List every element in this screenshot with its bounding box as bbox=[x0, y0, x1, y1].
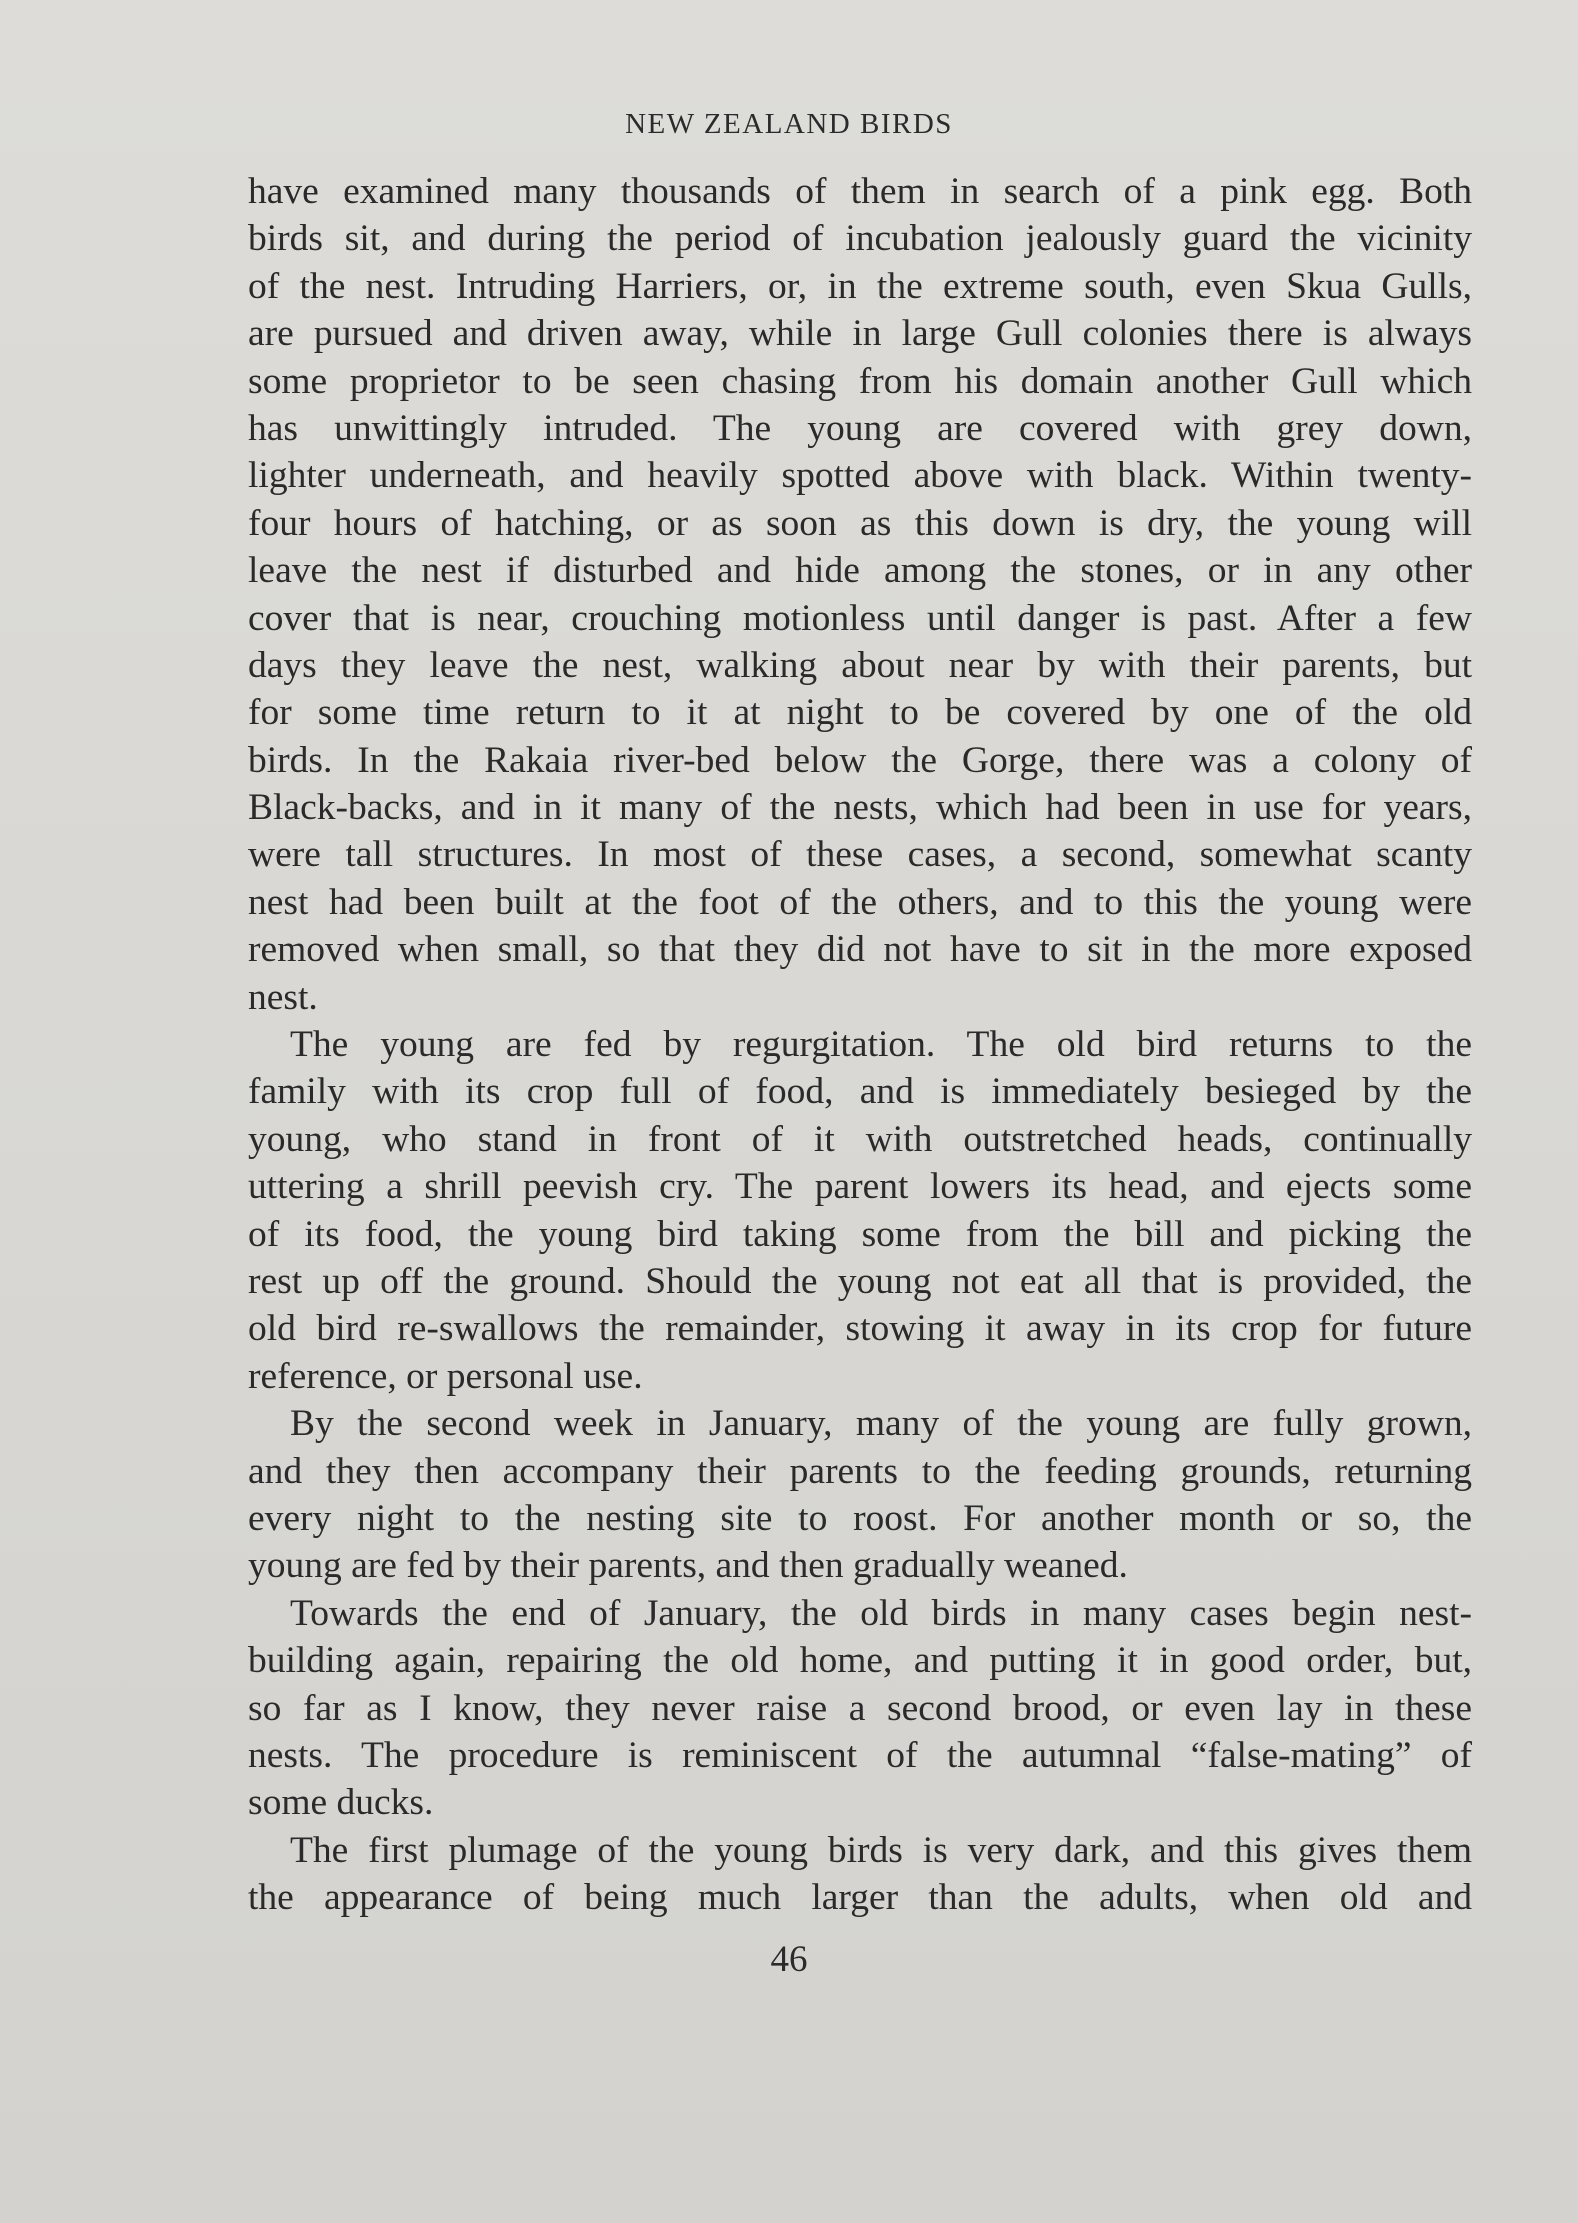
text-line: old bird re-swallows the remainder, stowing it away in its crop for future bbox=[248, 1308, 1472, 1350]
text-line: of the nest. Intruding Harriers, or, in the extreme south, even Skua Gulls, bbox=[248, 265, 1472, 307]
text-line: removed when small, so that they did not have to sit in the more exposed bbox=[248, 929, 1472, 971]
page-number: 46 bbox=[770, 1939, 808, 1980]
text-line: every night to the nesting site to roost. For another month or so, the bbox=[248, 1497, 1472, 1539]
text-line: The young are fed by regurgitation. The old bird returns to the bbox=[290, 1024, 1472, 1066]
text-line: some ducks. bbox=[248, 1782, 434, 1824]
text-line: and they then accompany their parents to the feeding grounds, returning bbox=[248, 1450, 1472, 1492]
text-line: rest up off the ground. Should the young not eat all that is provided, the bbox=[248, 1260, 1472, 1302]
text-line: cover that is near, crouching motionless until danger is past. After a few bbox=[248, 597, 1472, 639]
body-text bbox=[248, 168, 1472, 1921]
text-line: nest had been built at the foot of the others, and to this the young were bbox=[248, 881, 1472, 923]
text-line: so far as I know, they never raise a second brood, or even lay in these bbox=[248, 1687, 1472, 1729]
text-line: uttering a shrill peevish cry. The parent lowers its head, and ejects some bbox=[248, 1166, 1472, 1208]
text-line: family with its crop full of food, and is immediately besieged by the bbox=[248, 1071, 1472, 1113]
text-line: of its food, the young bird taking some from the bill and picking the bbox=[248, 1213, 1472, 1255]
text-line: some proprietor to be seen chasing from his domain another Gull which bbox=[248, 360, 1472, 402]
text-line: Towards the end of January, the old birds in many cases begin nest- bbox=[290, 1592, 1472, 1634]
text-line: has unwittingly intruded. The young are covered with grey down, bbox=[248, 407, 1472, 449]
text-line: for some time return to it at night to be covered by one of the old bbox=[248, 692, 1472, 734]
text-line: young, who stand in front of it with outstretched heads, continually bbox=[248, 1118, 1472, 1160]
text-line: nest. bbox=[248, 976, 318, 1018]
text-line: the appearance of being much larger than the adults, when old and bbox=[248, 1877, 1472, 1919]
text-line: reference, or personal use. bbox=[248, 1355, 643, 1397]
text-line: birds sit, and during the period of incubation jealously guard the vicinity bbox=[248, 218, 1472, 260]
text-line: birds. In the Rakaia river-bed below the Gorge, there was a colony of bbox=[248, 739, 1472, 781]
text-line: have examined many thousands of them in search of a pink egg. Both bbox=[248, 171, 1472, 212]
text-line: are pursued and driven away, while in large Gull colonies there is always bbox=[248, 313, 1472, 355]
text-line: lighter underneath, and heavily spotted above with black. Within twenty- bbox=[248, 455, 1472, 497]
text-line: building again, repairing the old home, and putting it in good order, but, bbox=[248, 1640, 1472, 1682]
text-line: four hours of hatching, or as soon as this down is dry, the young will bbox=[248, 502, 1472, 544]
running-header: NEW ZEALAND BIRDS bbox=[625, 108, 953, 140]
text-line: Black-backs, and in it many of the nests, which had been in use for years, bbox=[248, 787, 1472, 829]
text-line: were tall structures. In most of these cases, a second, somewhat scanty bbox=[248, 834, 1472, 876]
text-line: days they leave the nest, walking about near by with their parents, but bbox=[248, 644, 1472, 686]
text-line: leave the nest if disturbed and hide among the stones, or in any other bbox=[248, 550, 1472, 592]
text-line: young are fed by their parents, and then gradually weaned. bbox=[248, 1545, 1128, 1587]
text-line: By the second week in January, many of the young are fully grown, bbox=[290, 1403, 1472, 1445]
text-line: The first plumage of the young birds is very dark, and this gives them bbox=[290, 1829, 1472, 1871]
text-line: nests. The procedure is reminiscent of the autumnal “false-mating” of bbox=[248, 1734, 1472, 1776]
